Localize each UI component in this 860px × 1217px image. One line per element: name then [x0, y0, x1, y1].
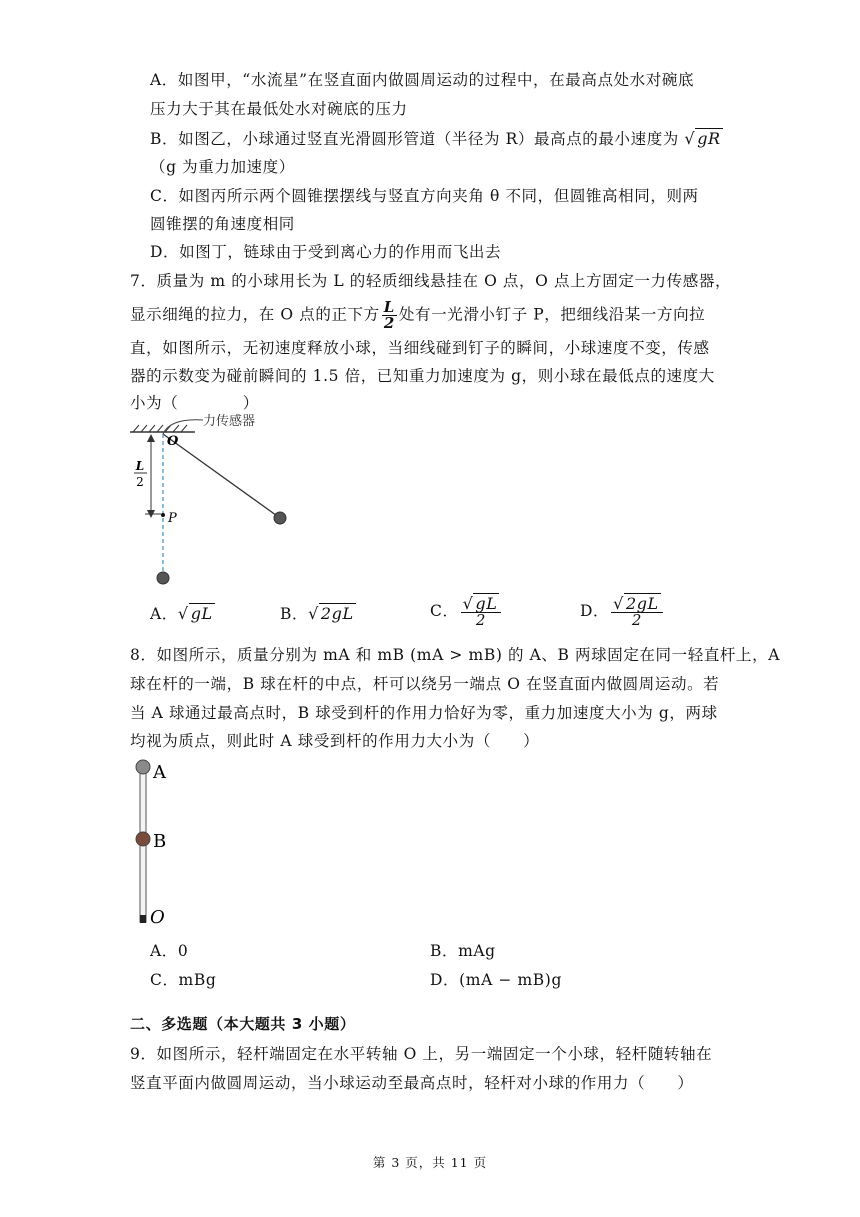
q6-option-a-line2: 压力大于其在最低处水对碗底的压力 — [150, 100, 408, 118]
dim-num: L — [135, 459, 145, 473]
q8-line3: 当 A 球通过最高点时，B 球受到杆的作用力恰好为零，重力加速度大小为 g，两球 — [130, 704, 718, 722]
q6-option-c-line2: 圆锥摆的角速度相同 — [150, 215, 295, 233]
q8-line1: 8．如图所示，质量分别为 mA 和 mB (mA > mB) 的 A、B 两球固定在同一轻直杆上，A — [130, 646, 781, 664]
q6-option-b-line1 — [150, 128, 723, 150]
q8-option-a: A．0 — [150, 942, 189, 960]
q7-option-d: D． $\frac{√ 2gL}{2}$ — [580, 596, 665, 628]
q7-line4: 器的示数变为碰前瞬间的 1.5 倍，已知重力加速度为 g，则小球在最低点的速度大 — [130, 367, 715, 385]
q7-line2-text-b: 处有一光滑小钉子 P，把细线沿某一方向拉 — [398, 305, 706, 324]
q9-line1: 9．如图所示，轻杆端固定在水平转轴 O 上，另一端固定一个小球，轻杆随转轴在 — [130, 1045, 713, 1063]
q7-line5: 小为（ ） — [130, 394, 259, 412]
q8-option-c: C．mBg — [150, 971, 217, 989]
q7-line3: 直，如图所示，无初速度释放小球，当细线碰到钉子的瞬间，小球速度不变，传感 — [130, 339, 710, 357]
q8-option-d: D．(mA − mB)g — [430, 971, 562, 989]
q7-pendulum-figure — [125, 410, 295, 590]
label-b: B — [153, 831, 167, 852]
q6-option-a-line1: A．如图甲，“水流星”在竖直面内做圆周运动的过程中，在最高点处水对碗底 — [150, 71, 695, 89]
section-heading-multi-choice: 二、多选题（本大题共 3 小题） — [130, 1015, 356, 1033]
q6-option-b-text: B．如图乙，小球通过竖直光滑圆形管道（半径为 R）最高点的最小速度为 — [150, 130, 679, 148]
q6-option-c-line1: C．如图丙所示两个圆锥摆摆线与竖直方向夹角 θ 不同，但圆锥高相同，则两 — [150, 187, 699, 205]
pendulum-string — [163, 434, 280, 518]
q9-line2: 竖直平面内做圆周运动，当小球运动至最高点时，轻杆对小球的作用力（ ） — [130, 1074, 694, 1092]
q7-option-c: C． $\frac{√ gL}{2}$ — [430, 596, 503, 628]
ball-a — [136, 760, 150, 774]
q8-line2: 球在杆的一端，B 球在杆的中点，杆可以绕另一端点 O 在竖直面内做圆周运动。若 — [130, 675, 720, 693]
lower-ball — [157, 572, 169, 584]
label-a: A — [153, 762, 166, 783]
ball-b — [136, 832, 150, 846]
q7-line2 — [130, 300, 705, 331]
pendulum-ball — [274, 512, 286, 524]
pivot-o — [140, 915, 146, 923]
q8-rod-figure — [125, 755, 185, 930]
q7-line2-text-a: 显示细绳的拉力，在 O 点的正下方 — [130, 305, 380, 324]
sensor-label: 力传感器 — [203, 414, 256, 429]
label-o: O — [150, 907, 165, 928]
q6-option-d: D．如图丁，链球由于受到离心力的作用而飞出去 — [150, 243, 502, 261]
point-p-label: P — [168, 511, 177, 526]
point-o-label: O — [167, 434, 179, 449]
page-footer: 第 3 页，共 11 页 — [372, 1155, 488, 1170]
q7-option-a: A．√ gL — [150, 604, 213, 623]
q7-line1: 7．质量为 m 的小球用长为 L 的轻质细线悬挂在 O 点，O 点上方固定一力传感器， — [130, 272, 732, 290]
q7-fraction-l-over-2: $\frac{L}{2}$ — [383, 298, 395, 332]
nail-p — [161, 513, 165, 517]
dim-den: 2 — [136, 475, 144, 489]
q8-option-b: B．mAg — [430, 942, 496, 960]
q8-line4: 均视为质点，则此时 A 球受到杆的作用力大小为（ ） — [130, 732, 540, 750]
q7-option-b: B．√ 2gL — [280, 604, 354, 623]
q6-option-b-sqrt: √ gR — [684, 129, 721, 148]
q6-option-b-line2: （g 为重力加速度） — [150, 158, 295, 176]
